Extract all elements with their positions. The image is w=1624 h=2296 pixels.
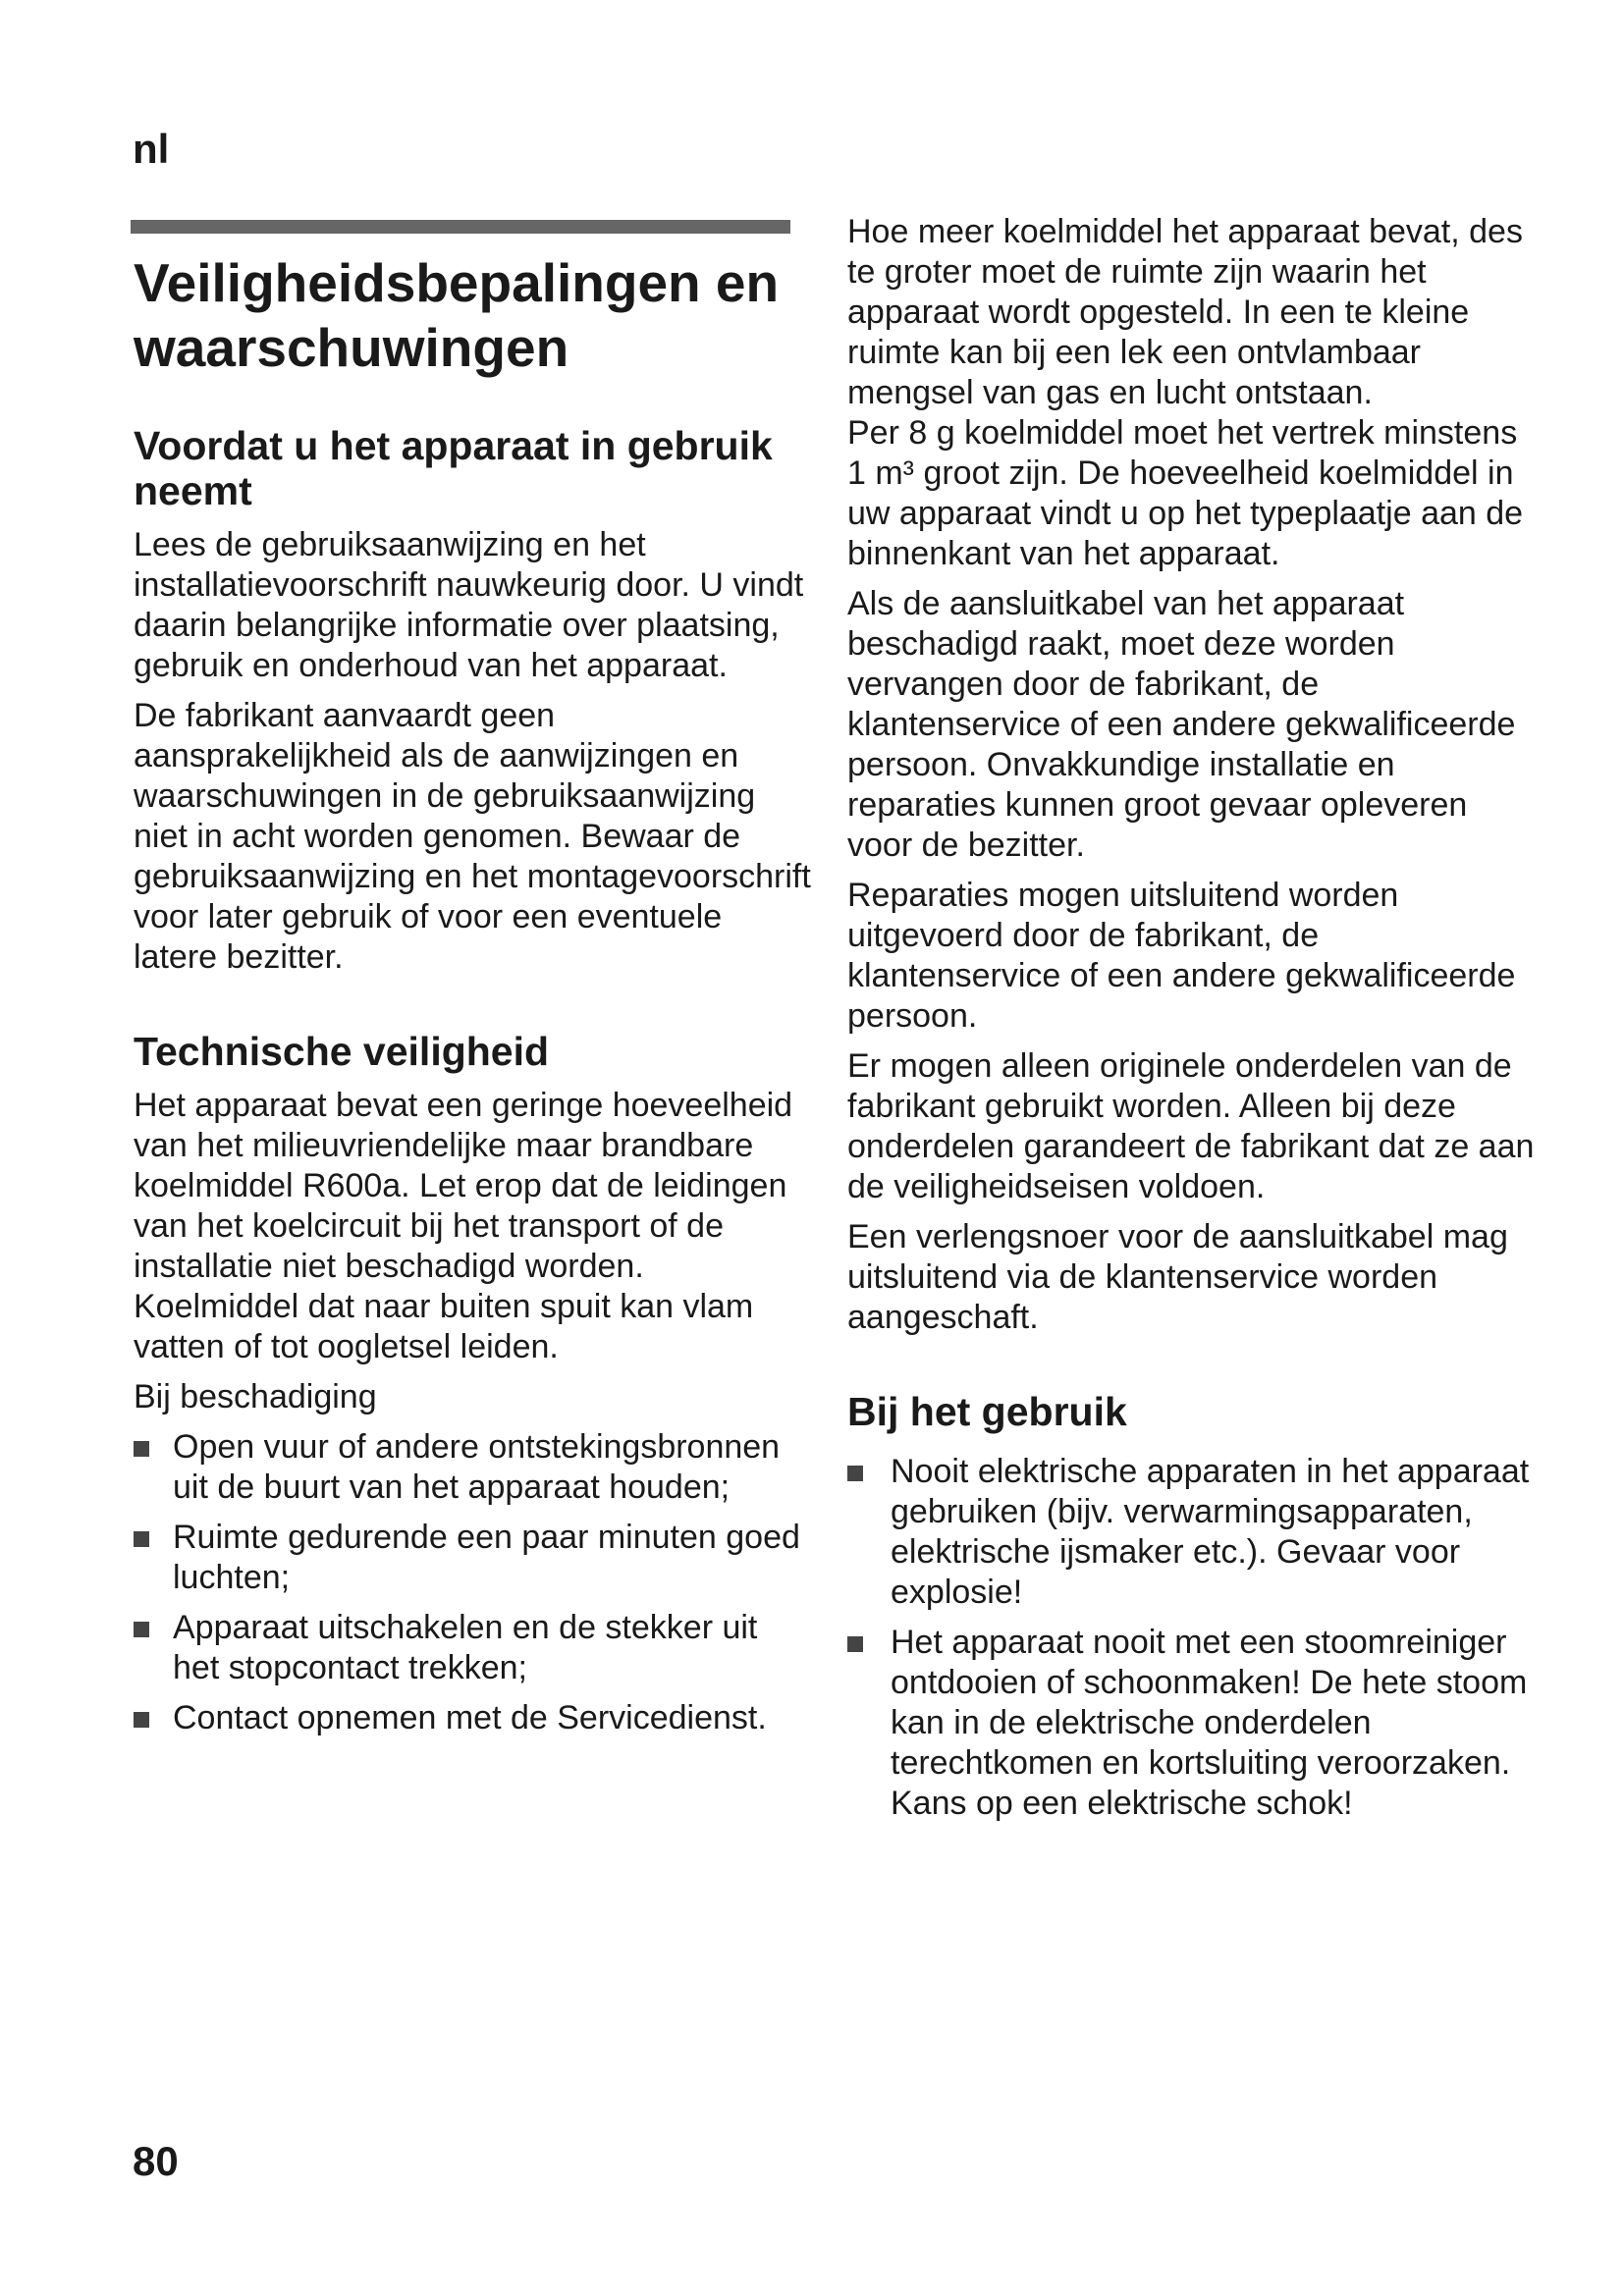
bullet-square-icon bbox=[847, 1466, 863, 1481]
before-use-paragraph-2: De fabrikant aanvaardt geen aansprakelijkheid als de aanwijzingen en waarschuwingen in de gebruiksaanwijzing niet in acht worden genomen. Bewaar de gebruiksaanwijzing en het montagevoorschrift voor later gebruik of voor een eventuele latere bezitter. bbox=[134, 697, 811, 976]
heading-technical-safety: Technische veiligheid bbox=[134, 1029, 550, 1074]
bullet-square-icon bbox=[847, 1636, 863, 1652]
technical-paragraph-1: Het apparaat bevat een geringe hoeveelheid van het milieuvriendelijke maar brandbare koelmiddel R600a. Let erop dat de leidingen van het koelcircuit bij het transport of de installatie niet beschadigd worden. Koelmiddel dat naar buiten spuit kan vlam vatten of tot oogletsel leiden. bbox=[134, 1087, 793, 1365]
list-item bbox=[134, 1698, 811, 1738]
before-use-paragraph-1: Lees de gebruiksaanwijzing en het installatievoorschrift nauwkeurig door. U vindt daarin belangrijke informatie over plaatsing, gebruik en onderhoud van het apparaat. bbox=[134, 526, 804, 684]
left-column bbox=[134, 250, 811, 1748]
right-paragraph-2: Per 8 g koelmiddel moet het vertrek minstens 1 m³ groot zijn. De hoeveelheid koelmiddel in uw apparaat vindt u op het typeplaatje aan de binnenkant van het apparaat. bbox=[847, 414, 1524, 572]
right-paragraph-5: Er mogen alleen originele onderdelen van de fabrikant gebruikt worden. Alleen bij deze onderdelen garandeert de fabrikant dat ze aan de veiligheidseisen voldoen. bbox=[847, 1047, 1535, 1205]
in-use-list bbox=[847, 1452, 1535, 1824]
list-item-text: Nooit elektrische apparaten in het apparaat gebruiken (bijv. verwarmingsapparaten, elektrische ijsmaker etc.). Gevaar voor explosie! bbox=[891, 1453, 1530, 1611]
bullet-square-icon bbox=[134, 1441, 149, 1457]
right-paragraph-4: Reparaties mogen uitsluitend worden uitgevoerd door de fabrikant, de klantenservice of een andere gekwalificeerde persoon. bbox=[847, 877, 1516, 1035]
right-column bbox=[847, 212, 1535, 1834]
list-item bbox=[134, 1427, 811, 1508]
list-item bbox=[134, 1518, 811, 1598]
right-paragraph-3: Als de aansluitkabel van het apparaat beschadigd raakt, moet deze worden vervangen door de fabrikant, de klantenservice of een andere gekwalificeerde persoon. Onvakkundige installatie en reparaties kunnen groot gevaar opleveren voor de bezitter. bbox=[847, 585, 1516, 864]
section-rule bbox=[131, 220, 790, 234]
right-paragraph-6: Een verlengsnoer voor de aansluitkabel mag uitsluitend via de klantenservice worden aangeschaft. bbox=[847, 1218, 1508, 1336]
heading-in-use: Bij het gebruik bbox=[847, 1389, 1127, 1434]
list-item-text: Het apparaat nooit met een stoomreiniger ontdooien of schoonmaken! De hete stoom kan in de elektrische onderdelen terechtkomen en kortsluiting veroorzaken. Kans op een elektrische schok! bbox=[891, 1624, 1528, 1822]
right-paragraph-1: Hoe meer koelmiddel het apparaat bevat, des te groter moet de ruimte zijn waarin het apparaat wordt opgesteld. In een te kleine ruimte kan bij een lek een ontvlambaar mengsel van gas en lucht ontstaan. bbox=[847, 213, 1523, 411]
page-title: Veiligheidsbepalingen en waarschuwingen bbox=[134, 252, 780, 378]
list-item bbox=[847, 1452, 1535, 1613]
list-item bbox=[847, 1623, 1535, 1824]
list-item-text: Ruimte gedurende een paar minuten goed luchten; bbox=[173, 1519, 800, 1596]
heading-before-use: Voordat u het apparaat in gebruik neemt bbox=[134, 423, 773, 513]
page-number: 80 bbox=[133, 2138, 179, 2184]
bullet-square-icon bbox=[134, 1531, 149, 1547]
language-label: nl bbox=[133, 126, 170, 172]
list-item-text: Contact opnemen met de Servicedienst. bbox=[173, 1699, 767, 1736]
technical-paragraph-2: Bij beschadiging bbox=[134, 1378, 377, 1415]
damage-list bbox=[134, 1427, 811, 1738]
bullet-square-icon bbox=[134, 1712, 149, 1728]
bullet-square-icon bbox=[134, 1622, 149, 1637]
list-item-text: Open vuur of andere ontstekingsbronnen uit de buurt van het apparaat houden; bbox=[173, 1428, 781, 1506]
list-item bbox=[134, 1608, 811, 1688]
list-item-text: Apparaat uitschakelen en de stekker uit het stopcontact trekken; bbox=[173, 1609, 758, 1686]
